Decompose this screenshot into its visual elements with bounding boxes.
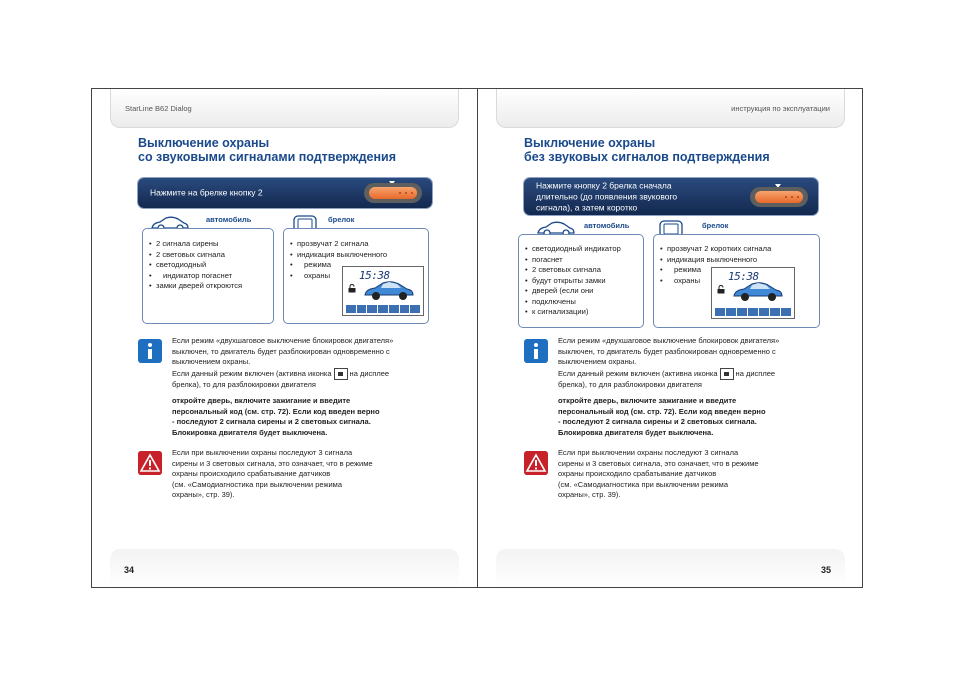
page-title xyxy=(524,136,770,164)
info-line: выключен, то двигатель будет разблокирован одновременно с xyxy=(172,346,390,356)
instruction-text: Нажмите на брелке кнопку 2 xyxy=(150,187,263,198)
car-list xyxy=(149,239,242,292)
car-label: автомобиль xyxy=(206,215,252,224)
info-line: выключением охраны. xyxy=(172,357,251,366)
info-line: Если режим «двухшаговое выключение блокировок двигателя» xyxy=(558,336,780,345)
list-item: • будут открыты замки xyxy=(525,276,641,287)
warning-line: (см. «Самодиагностика при выключении режима xyxy=(558,479,728,489)
page-34 xyxy=(92,89,477,587)
page-header xyxy=(110,89,459,128)
fob-display xyxy=(342,266,424,316)
list-item: • прозвучат 2 коротких сигнала xyxy=(660,244,816,255)
list-item: • режима xyxy=(290,260,410,271)
status-icon-strip xyxy=(715,308,791,316)
header-text: инструкция по эксплуатации xyxy=(731,104,830,113)
lock-icon xyxy=(348,284,356,293)
warning-line: Если при выключении охраны последуют 3 сигнала xyxy=(172,448,353,457)
warning-line: охраны происходило срабатывание датчиков xyxy=(172,469,331,478)
warning-line: (см. «Самодиагностика при выключении режима xyxy=(172,479,342,489)
list-item: • индикация выключенного xyxy=(290,250,410,261)
info-text xyxy=(172,336,432,438)
fob-label: брелок xyxy=(702,221,729,230)
list-item: • дверей (если они xyxy=(525,286,641,297)
list-item: • охраны xyxy=(660,276,816,287)
car-box xyxy=(518,234,644,328)
warning-icon xyxy=(524,451,548,475)
list-item: • 2 световых сигнала xyxy=(525,265,641,276)
page-number: 35 xyxy=(820,565,831,575)
fob-display xyxy=(711,267,795,319)
fob-button-icon xyxy=(750,187,808,207)
page-title xyxy=(138,136,396,164)
info-bold-line: персональный код (см. стр. 72). Если код введен верно xyxy=(172,406,380,416)
info-text xyxy=(558,336,818,438)
fob-box xyxy=(653,234,820,328)
warning-line: сирены и 3 световых сигнала, это означает, что в режиме xyxy=(172,458,373,468)
info-line: выключен, то двигатель будет разблокирован одновременно с xyxy=(558,346,776,356)
fob-label: брелок xyxy=(328,215,355,224)
instruction-banner xyxy=(524,178,818,215)
title-line-1: Выключение охраны xyxy=(138,136,270,150)
status-icon-strip xyxy=(346,305,420,313)
info-line: брелка), то для разблокировки двигателя xyxy=(558,379,702,389)
lock-icon xyxy=(720,368,734,380)
lock-icon xyxy=(717,285,725,294)
info-bold-line: персональный код (см. стр. 72). Если код введен верно xyxy=(558,406,766,416)
list-item: • 2 сигнала сирены xyxy=(149,239,242,250)
info-bold-line: Блокировка двигателя будет выключена. xyxy=(172,427,328,437)
list-item: • к сигнализации) xyxy=(525,307,641,318)
fob-button-icon xyxy=(364,183,422,203)
car-label: автомобиль xyxy=(584,221,630,230)
info-line: Если данный режим включен (активна иконка на дисплее xyxy=(172,368,432,380)
lcd-time: 15:38 xyxy=(359,269,390,282)
manual-spread xyxy=(91,88,863,588)
page-footer xyxy=(496,549,845,587)
lock-icon xyxy=(334,368,348,380)
header-text: StarLine B62 Dialog xyxy=(125,104,192,113)
info-icon xyxy=(138,339,162,363)
info-bold-line: - последуют 2 сигнала сирены и 2 световых сигнала. xyxy=(558,417,757,426)
list-item: • подключены xyxy=(525,297,641,308)
page-number: 34 xyxy=(124,565,135,575)
info-line: брелка), то для разблокировки двигателя xyxy=(172,379,316,389)
info-bold-line: - последуют 2 сигнала сирены и 2 световых сигнала. xyxy=(172,417,371,426)
page-35 xyxy=(478,89,863,587)
list-item: • замки дверей откроются xyxy=(149,281,242,292)
warning-line: охраны», стр. 39). xyxy=(558,490,621,499)
info-bold-line: откройте дверь, включите зажигание и введите xyxy=(172,396,351,405)
page-header xyxy=(496,89,845,128)
list-item: • режима xyxy=(660,265,816,276)
page-footer xyxy=(110,549,459,587)
info-icon xyxy=(524,339,548,363)
info-line: Если режим «двухшаговое выключение блокировок двигателя» xyxy=(172,336,394,345)
title-line-1: Выключение охраны xyxy=(524,136,656,150)
list-item: • 2 световых сигнала xyxy=(149,250,242,261)
warning-line: сирены и 3 световых сигнала, это означает, что в режиме xyxy=(558,458,759,468)
list-item: • охраны xyxy=(290,271,410,282)
warning-line: охраны», стр. 39). xyxy=(172,490,235,499)
warning-icon xyxy=(138,451,162,475)
title-line-2: со звуковыми сигналами подтверждения xyxy=(138,150,397,164)
car-box xyxy=(142,228,274,324)
list-item: • светодиодный индикатор xyxy=(525,244,641,255)
list-item: • прозвучат 2 сигнала xyxy=(290,239,410,250)
list-item: • погаснет xyxy=(525,255,641,266)
list-item: • индикация выключенного xyxy=(660,255,816,266)
warning-text xyxy=(172,448,432,501)
warning-text xyxy=(558,448,818,501)
info-bold-line: откройте дверь, включите зажигание и введите xyxy=(558,396,737,405)
car-display-icon xyxy=(732,279,784,303)
info-bold-line: Блокировка двигателя будет выключена. xyxy=(558,427,714,437)
lcd-time: 15:38 xyxy=(728,270,759,283)
warning-line: охраны происходило срабатывание датчиков xyxy=(558,469,717,478)
instruction-text: Нажмите кнопку 2 брелка сначала длительно (до появления звукового сигнала), а затем коротко xyxy=(536,180,678,212)
info-line: выключением охраны. xyxy=(558,357,637,366)
list-item: • индикатор погаснет xyxy=(149,271,242,282)
fob-box xyxy=(283,228,429,324)
warning-line: Если при выключении охраны последуют 3 сигнала xyxy=(558,448,739,457)
instruction-banner xyxy=(138,178,432,208)
list-item: • светодиодный xyxy=(149,260,242,271)
title-line-2: без звуковых сигналов подтверждения xyxy=(524,150,770,164)
info-line: Если данный режим включен (активна иконка на дисплее xyxy=(558,368,818,380)
car-display-icon xyxy=(363,278,415,302)
car-list xyxy=(525,244,641,318)
